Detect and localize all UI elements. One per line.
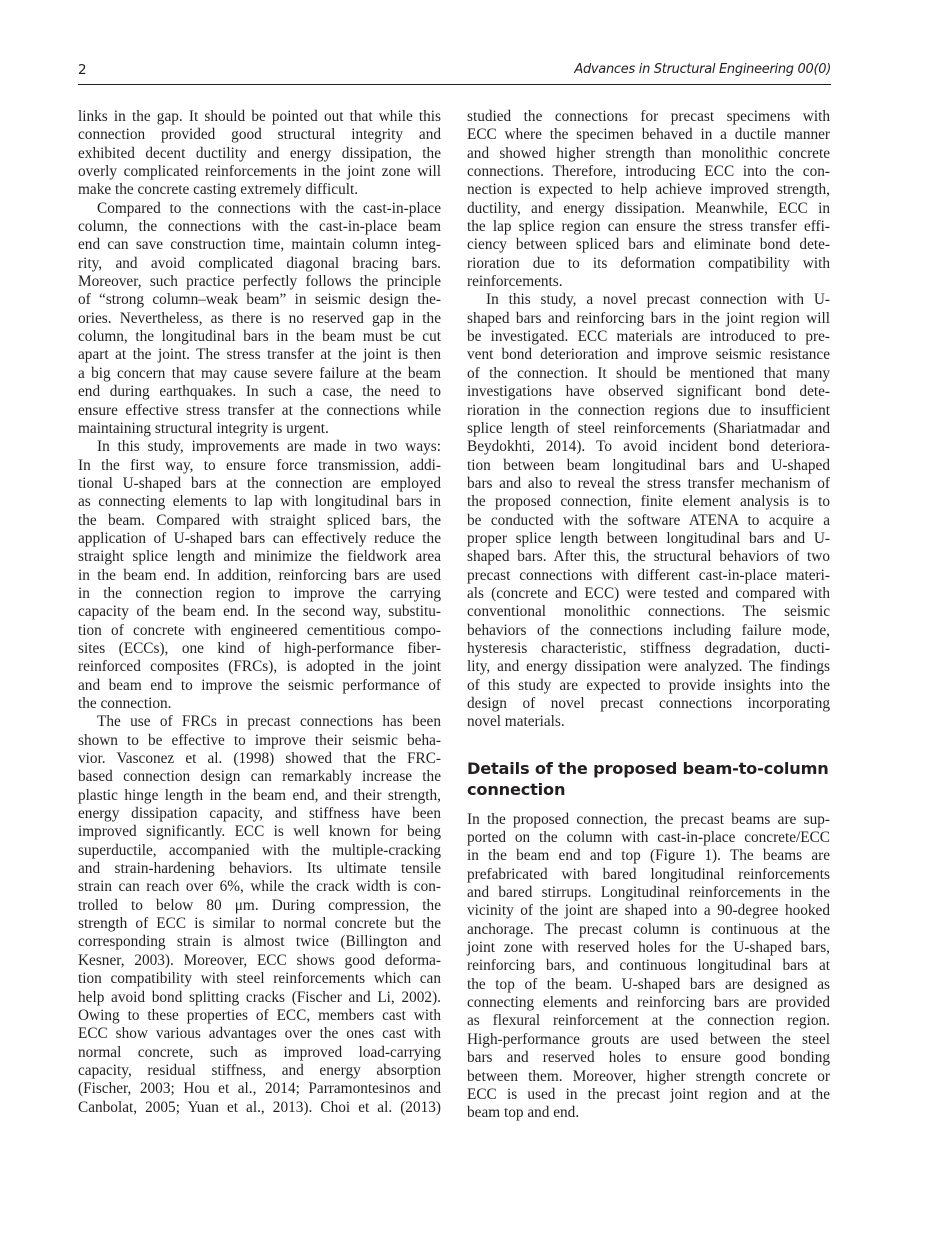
paragraph — [467, 291, 830, 731]
text-line: shown to be effective to improve their seismic beha- — [78, 731, 441, 749]
text-line: joint zone with reserved holes for the U-shaped bars, — [467, 939, 830, 957]
text-line: tion compatibility with steel reinforcements which can — [78, 970, 441, 988]
text-line: a big concern that may cause severe failure at the beam — [78, 364, 441, 382]
text-line: Owing to these properties of ECC, members cast with — [78, 1006, 441, 1024]
text-line: studied the connections for precast specimens with — [467, 108, 830, 125]
text-line: tional U-shaped bars at the connection are employed — [78, 474, 441, 492]
text-line: capacity, residual stiffness, and energy absorption — [78, 1061, 441, 1079]
text-line: be investigated. ECC materials are introduced to pre- — [467, 328, 830, 346]
text-line: plastic hinge length in the beam end, and their strength, — [78, 786, 441, 804]
text-line: High-performance grouts are used between the steel — [467, 1030, 830, 1048]
text-line: bars and also to reveal the stress transfer mechanism of — [467, 474, 830, 492]
text-line: The use of FRCs in precast connections has been — [97, 713, 441, 731]
text-line: and strain-hardening behaviors. Its ultimate tensile — [78, 860, 441, 878]
text-line: in the beam end. In addition, reinforcing bars are used — [78, 566, 441, 584]
text-line: Compared to the connections with the cast-in-place — [97, 199, 441, 217]
text-line: overly complicated reinforcements in the joint zone will — [78, 163, 441, 181]
text-line: energy dissipation capacity, and stiffness have been — [78, 805, 441, 823]
text-line: and showed higher strength than monolithic concrete — [467, 144, 830, 162]
text-line: Kesner, 2003). Moreover, ECC shows good deforma- — [78, 951, 441, 969]
text-line: and bared stirrups. Longitudinal reinforcements in the — [467, 884, 830, 902]
text-line: in the beam end and top (Figure 1). The beams are — [467, 847, 830, 865]
text-line: maintaining structural integrity is urgent. — [78, 419, 329, 437]
text-line: end can save construction time, maintain column integ- — [78, 236, 441, 254]
text-line: end during earthquakes. In such a case, the need to — [78, 383, 441, 401]
text-line: Canbolat, 2005; Yuan et al., 2013). Choi et al. (2013) — [78, 1098, 441, 1116]
text-line: ories. Nevertheless, as there is no reserved gap in the — [78, 309, 441, 327]
text-line: investigations have observed significant bond dete- — [467, 383, 830, 401]
page-number: 2 — [78, 62, 87, 78]
text-line: column, the longitudinal bars in the beam must be cut — [78, 328, 441, 346]
text-line: in the connection region to improve the carrying — [78, 584, 441, 602]
text-line: of the connection. It should be mentioned that many — [467, 364, 830, 382]
text-line: strain can reach over 6%, while the crack width is con- — [78, 878, 441, 896]
text-line: hysteresis characteristic, stiffness degradation, ducti- — [467, 639, 830, 657]
text-line: rioration in the connection regions due to insufficient — [467, 401, 830, 419]
text-line: column, the connections with the cast-in-place beam — [78, 218, 441, 236]
text-line: reinforced composites (FRCs), is adopted in the joint — [78, 658, 441, 676]
text-line: and beam end to improve the seismic performance of — [78, 676, 441, 694]
text-line: sites (ECCs), one kind of high-performance fiber- — [78, 639, 441, 657]
text-line: In the proposed connection, the precast beams are sup- — [467, 810, 830, 828]
text-line: connections. Therefore, introducing ECC into the con- — [467, 163, 830, 181]
text-line: the lap splice region can ensure the stress transfer effi- — [467, 218, 830, 236]
text-line: ECC is used in the precast joint region and at the — [467, 1085, 830, 1103]
text-line: of this study are expected to provide insights into the — [467, 676, 830, 694]
text-line: ECC where the specimen behaved in a ductile manner — [467, 126, 830, 144]
text-line: be conducted with the software ATENA to acquire a — [467, 511, 830, 529]
text-line: ensure effective stress transfer at the connections while — [78, 401, 441, 419]
text-line: splice length of steel reinforcements (Shariatmadar and — [467, 419, 830, 437]
section-heading — [467, 758, 830, 801]
text-line: In this study, a novel precast connection with U- — [486, 291, 830, 309]
text-line: ciency between spliced bars and eliminate bond dete- — [467, 236, 830, 254]
text-line: nection is expected to help achieve improved strength, — [467, 181, 830, 199]
text-line: ductility, and energy dissipation. Meanwhile, ECC in — [467, 199, 830, 217]
text-line: Beydokhti, 2014). To avoid incident bond deteriora- — [467, 438, 830, 456]
text-line: ported on the column with cast-in-place concrete/ECC — [467, 829, 830, 847]
text-line: links in the gap. It should be pointed out that while this — [78, 108, 441, 125]
text-line: shaped bars and reinforcing bars in the joint region will — [467, 309, 830, 327]
text-line: of “strong column–weak beam” in seismic design the- — [78, 291, 441, 309]
text-line: bars and reserved holes to ensure good bonding — [467, 1049, 830, 1067]
text-line: capacity of the beam end. In the second way, substitu- — [78, 603, 441, 621]
text-line: vent bond deterioration and improve seismic resistance — [467, 346, 830, 364]
text-line: connecting elements and reinforcing bars are provided — [467, 994, 830, 1012]
text-line: normal concrete, such as improved load-carrying — [78, 1043, 441, 1061]
text-line: shaped bars. After this, the structural behaviors of two — [467, 548, 830, 566]
text-line: exhibited decent ductility and energy dissipation, the — [78, 144, 441, 162]
text-line: rity, and avoid complicated diagonal bracing bars. — [78, 254, 441, 272]
text-line: design of novel precast connections incorporating — [467, 695, 830, 712]
text-line: rioration due to its deformation compatibility with — [467, 254, 830, 272]
text-line: novel materials. — [467, 713, 565, 731]
text-line: the connection. — [78, 695, 172, 712]
text-line: behaviors of the connections including failure mode, — [467, 621, 830, 639]
paragraph — [467, 108, 830, 291]
text-line: tion between beam longitudinal bars and U-shaped — [467, 456, 830, 474]
running-header — [78, 62, 831, 85]
text-line: the beam. Compared with straight spliced bars, the — [78, 511, 441, 529]
text-line: apart at the joint. The stress transfer at the joint is then — [78, 346, 441, 364]
text-line: In this study, improvements are made in two ways: — [97, 438, 441, 456]
text-line: proper splice length between longitudinal bars and U- — [467, 529, 830, 547]
text-line: connection provided good structural integrity and — [78, 126, 441, 144]
text-line: reinforcements. — [467, 273, 563, 291]
journal-title: Advances in Structural Engineering 00(0) — [574, 62, 831, 77]
paragraph — [78, 108, 441, 200]
text-line: improved significantly. ECC is well known for being — [78, 823, 441, 841]
text-line: vior. Vasconez et al. (1998) showed that the FRC- — [78, 750, 441, 768]
text-line: precast connections with different cast-in-place materi- — [467, 566, 830, 584]
text-line: the proposed connection, finite element analysis is to — [467, 493, 830, 511]
left-column — [78, 108, 441, 1117]
text-line: as flexural reinforcement at the connection region. — [467, 1012, 830, 1030]
text-line: trolled to below 80 μm. During compression, the — [78, 896, 441, 914]
text-line: conventional monolithic connections. The seismic — [467, 603, 830, 621]
text-line: vicinity of the joint are shaped into a 90-degree hooked — [467, 902, 830, 920]
paragraph — [78, 438, 441, 713]
text-line: straight splice length and minimize the fieldwork area — [78, 548, 441, 566]
text-line: prefabricated with bared longitudinal reinforcements — [467, 865, 830, 883]
text-line: make the concrete casting extremely difficult. — [78, 181, 359, 199]
section-heading-line: Details of the proposed beam-to-column — [467, 758, 829, 778]
text-line: tion of concrete with engineered cementitious compo- — [78, 621, 441, 639]
text-line: ECC show various advantages over the ones cast with — [78, 1025, 441, 1043]
text-line: reinforcing bars, and continuous longitudinal bars at — [467, 957, 830, 975]
text-line: superductile, accompanied with the multiple-cracking — [78, 841, 441, 859]
paragraph — [78, 713, 441, 1117]
text-line: application of U-shaped bars can effectively reduce the — [78, 529, 441, 547]
text-line: als (concrete and ECC) were tested and compared with — [467, 584, 830, 602]
text-line: based connection design can remarkably increase the — [78, 768, 441, 786]
text-line: lity, and energy dissipation were analyzed. The findings — [467, 658, 830, 676]
section-heading-line: connection — [467, 780, 566, 800]
paragraph — [78, 200, 441, 438]
text-line: anchorage. The precast column is continuous at the — [467, 920, 830, 938]
text-line: as connecting elements to lap with longitudinal bars in — [78, 493, 441, 511]
text-line: corresponding strain is almost twice (Billington and — [78, 933, 441, 951]
text-line: Moreover, such practice perfectly follows the principle — [78, 273, 441, 291]
text-line: (Fischer, 2003; Hou et al., 2014; Parramontesinos and — [78, 1080, 441, 1098]
text-line: In the first way, to ensure force transmission, addi- — [78, 456, 441, 474]
paragraph — [467, 811, 830, 1123]
text-line: beam top and end. — [467, 1104, 580, 1122]
text-line: the top of the beam. U-shaped bars are designed as — [467, 975, 830, 993]
text-line: strength of ECC is similar to normal concrete but the — [78, 915, 441, 933]
text-line: help avoid bond splitting cracks (Fischer and Li, 2002). — [78, 988, 441, 1006]
text-line: between them. Moreover, higher strength concrete or — [467, 1067, 830, 1085]
right-column — [467, 108, 830, 1123]
